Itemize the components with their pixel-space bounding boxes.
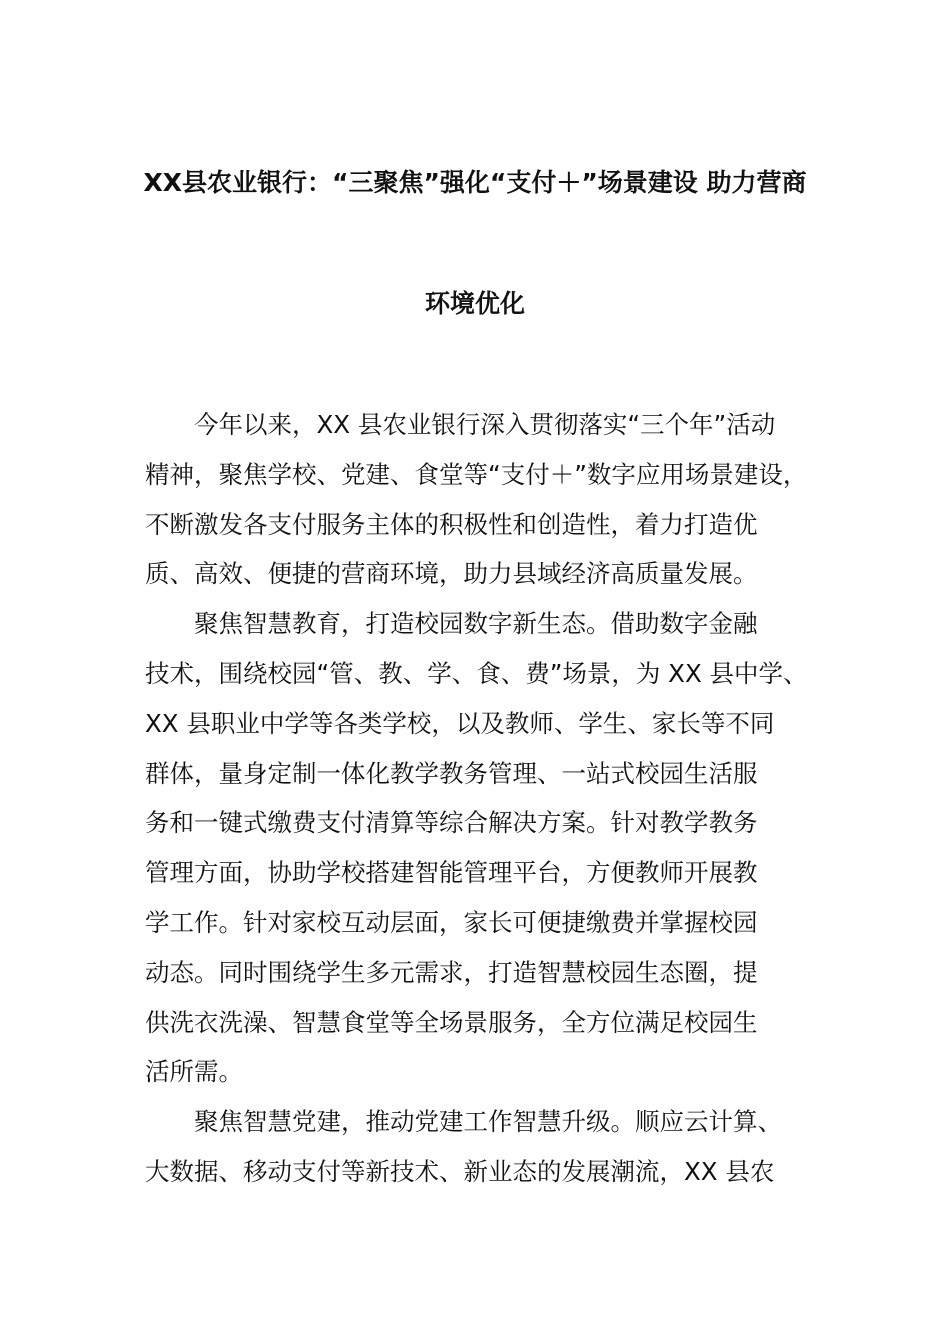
paragraph-2-line-5: 务和一键式缴费支付清算等综合解决方案。针对教学教务: [145, 808, 758, 838]
paragraph-2-line-6: 管理方面，协助学校搭建智能管理平台，方便教师开展教: [145, 858, 758, 888]
paragraph-1-line-4: 质、高效、便捷的营商环境，助力县域经济高质量发展。: [145, 559, 758, 589]
paragraph-2-line-8: 动态。同时围绕学生多元需求，打造智慧校园生态圈，提: [145, 957, 758, 987]
paragraph-1-line-2: 精神，聚焦学校、党建、食堂等“支付＋”数字应用场景建设，: [145, 459, 808, 489]
paragraph-3-line-1: 聚焦智慧党建，推动党建工作智慧升级。顺应云计算、: [194, 1107, 782, 1137]
paragraph-2-line-10: 活所需。: [145, 1057, 243, 1087]
paragraph-2-line-9: 供洗衣洗澡、智慧食堂等全场景服务，全方位满足校园生: [145, 1007, 758, 1037]
paragraph-2-line-3: XX 县职业中学等各类学校，以及教师、学生、家长等不同: [145, 708, 775, 738]
paragraph-3-line-2: 大数据、移动支付等新技术、新业态的发展潮流，XX 县农: [145, 1156, 775, 1186]
paragraph-2-line-1: 聚焦智慧教育，打造校园数字新生态。借助数字金融: [194, 609, 758, 639]
paragraph-2-line-2: 技术，围绕校园“管、教、学、食、费”场景，为 XX 县中学、: [145, 658, 808, 688]
document-body: [145, 400, 825, 1197]
document-title-line-1: XX县农业银行：“三聚焦”强化“支付＋”场景建设 助力营商: [143, 168, 807, 197]
paragraph-1-line-1: 今年以来，XX 县农业银行深入贯彻落实“三个年”活动: [194, 410, 776, 439]
paragraph-2-line-7: 学工作。针对家校互动层面，家长可便捷缴费并掌握校园: [145, 907, 758, 937]
paragraph-2-line-4: 群体，量身定制一体化教学教务管理、一站式校园生活服: [145, 758, 758, 788]
paragraph-1-line-3: 不断激发各支付服务主体的积极性和创造性，着力打造优: [145, 509, 758, 539]
document-title-line-2: 环境优化: [424, 289, 525, 318]
